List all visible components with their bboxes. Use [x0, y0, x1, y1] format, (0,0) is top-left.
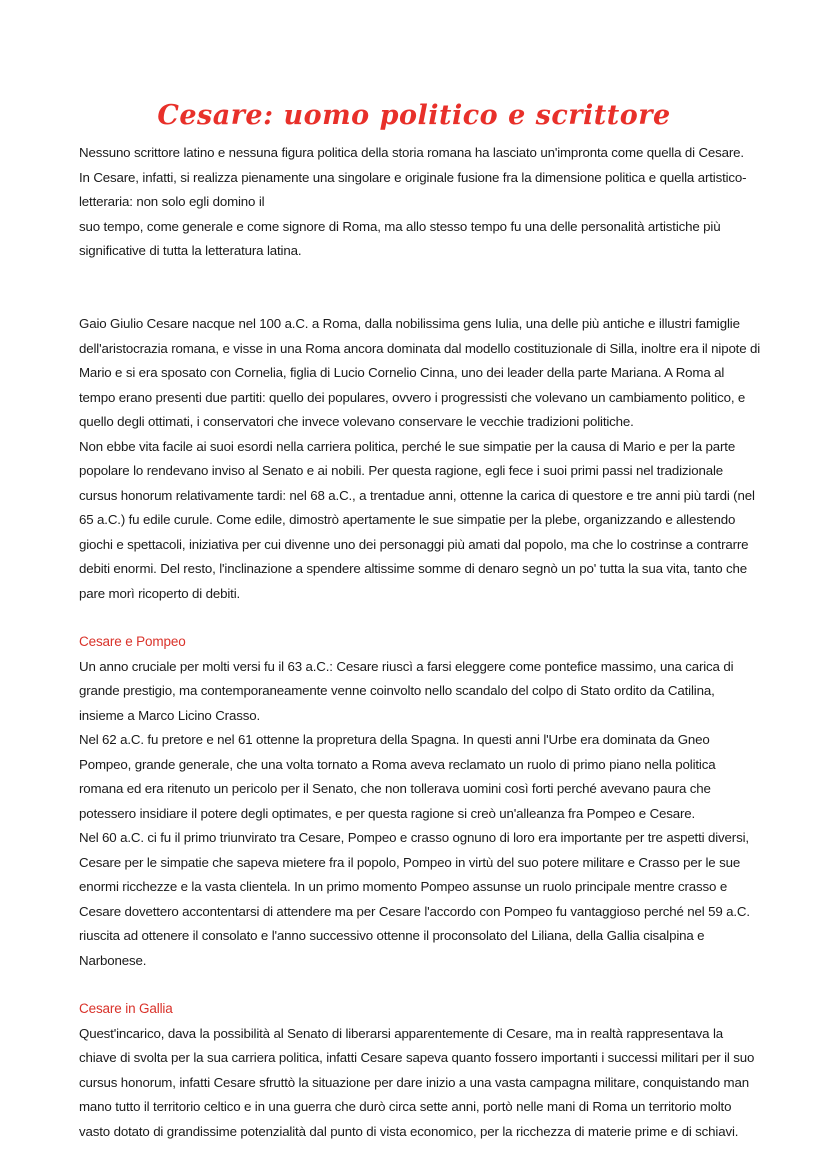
pompeo-paragraph-1: Un anno cruciale per molti versi fu il 63 a.C.: Cesare riuscì a farsi eleggere come pontefice massimo, una carica di grande prestigio, ma contemporaneamente venne coinvolto nello scandalo del colpo di Stato ordito da Catilina, insieme a Marco Licino Crasso. — [79, 658, 734, 723]
spacer — [79, 973, 761, 997]
spacer — [79, 264, 761, 289]
gallia-paragraph-1: Quest'incarico, dava la possibilità al Senato di liberarsi apparentemente di Cesare, ma in realtà rappresentava la chiave di svolta per la sua carriera politica, infatti Cesare sapeva quanto fossero importanti i successi militari per il suo cursus honorum, infatti Cesare sfruttò la situazione per dare inizio a una vasta campagna militare, conquistando man mano tutto il territorio celtico e in una guerra che durò circa sette anni, portò nelle mani di Roma un territorio molto vasto dotato di grandissime potenzialità dal punto di vista economico, per la ricchezza di materie prime e di schiavi. — [79, 1025, 755, 1139]
biography-paragraph-2: Non ebbe vita facile ai suoi esordi nella carriera politica, perché le sue simpatie per la causa di Mario e per la parte popolare lo rendevano inviso al Senato e ai nobili. Per questa ragione, egli fece i suoi primi passi nel tradizionale cursus honorum relativamente tardi: nel 68 a.C., a trentadue anni, ottenne la carica di questore e tre anni più tardi (nel 65 a.C.) fu edile curule. Come edile, dimostrò apertamente le sue simpatie per la plebe, organizzando e allestendo giochi e spettacoli, iniziativa per cui divenne uno dei personaggi più amati dal popolo, ma che lo costrinse a contrarre debiti enormi. Del resto, l'inclinazione a spendere altissime somme di denaro segnò un po' tutta la sua vita, tanto che pare morì ricoperto di debiti. — [79, 438, 755, 601]
pompeo-paragraph-2: Nel 62 a.C. fu pretore e nel 61 ottenne la propretura della Spagna. In questi anni l'Urbe era dominata da Gneo Pompeo, grande generale, che una volta tornato a Roma aveva reclamato un ruolo di primo piano nella politica romana ed era ritenuto un pericolo per il Senato, che non tollerava uomini così forti perché avevano paura che potessero insidiare il potere degli optimates, e per questa ragione si creò un'alleanza fra Pompeo e Cesare. — [79, 732, 716, 821]
spacer — [79, 606, 761, 630]
intro-paragraph-3: suo tempo, come generale e come signore di Roma, ma allo stesso tempo fu una delle personalità artistiche più significative di tutta la letteratura latina. — [79, 218, 721, 258]
section-heading-gallia: Cesare in Gallia — [79, 1001, 173, 1016]
intro-paragraph-1: Nessuno scrittore latino e nessuna figura politica della storia romana ha lasciato un'impronta come quella di Cesare. — [79, 145, 744, 160]
section-heading-pompeo: Cesare e Pompeo — [79, 634, 186, 649]
spacer — [79, 288, 761, 312]
document-body — [79, 141, 761, 1144]
biography-paragraph-1: Gaio Giulio Cesare nacque nel 100 a.C. a Roma, dalla nobilissima gens Iulia, una delle più antiche e illustri famiglie dell'aristocrazia romana, e visse in una Roma ancora dominata dal modello costituzionale di Silla, inoltre era il nipote di Mario e si era sposato con Cornelia, figlia di Lucio Cornelio Cinna, uno dei leader della parte Mariana. A Roma al tempo erano presenti due partiti: quello dei populares, ovvero i progressisti che volevano un cambiamento politico, e quello degli ottimati, i conservatori che invece volevano conservare le vecchie tradizioni politiche. — [79, 316, 761, 429]
intro-paragraph-2: In Cesare, infatti, si realizza pienamente una singolare e originale fusione fra la dimensione politica e quella artistico-letteraria: non solo egli domino il — [79, 169, 747, 209]
pompeo-paragraph-3: Nel 60 a.C. ci fu il primo triunvirato tra Cesare, Pompeo e crasso ognuno di loro era importante per tre aspetti diversi, Cesare per le simpatie che sapeva mietere fra il popolo, Pompeo in virtù del suo potere militare e Crasso per le sue enormi ricchezze e la vasta clientela. In un primo momento Pompeo assunse un ruolo principale mentre crasso e Cesare dovettero accontentarsi di attendere ma per Cesare l'accordo con Pompeo fu vantaggioso perché nel 59 a.C. riuscita ad ottenere il consolato e l'anno successivo ottenne il proconsolato del Liliana, della Gallia cisalpina e Narbonese. — [79, 830, 750, 968]
page-title: Cesare: uomo politico e scrittore — [157, 100, 671, 131]
